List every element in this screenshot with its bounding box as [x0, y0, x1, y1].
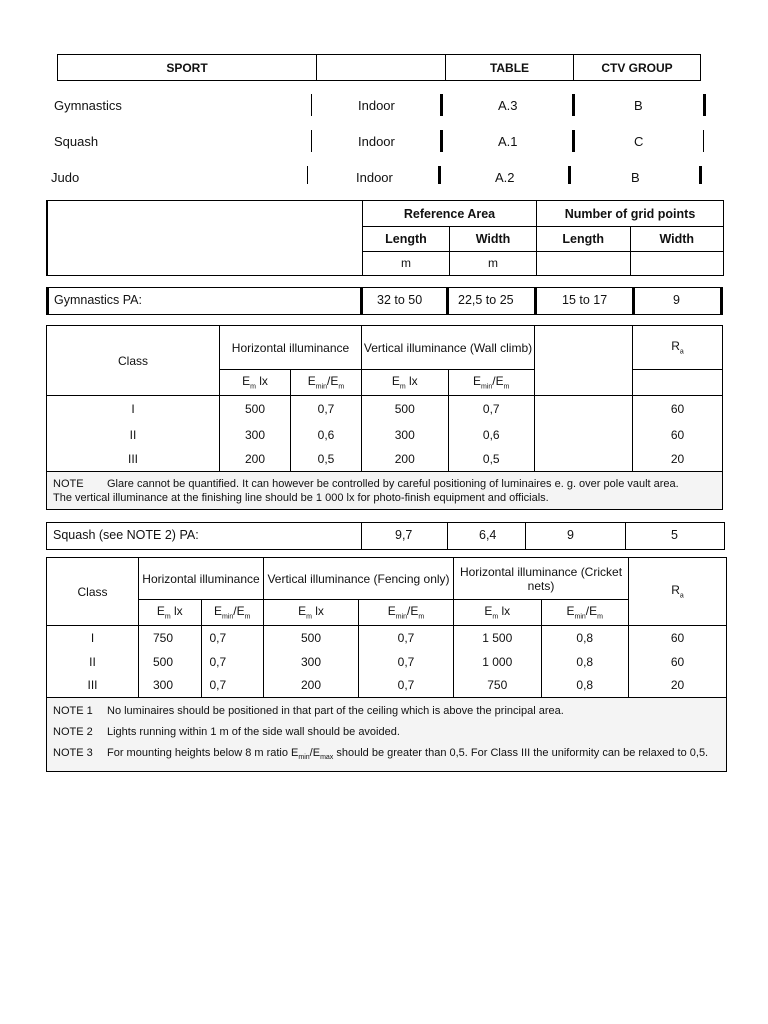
header-blank	[317, 55, 446, 81]
gymnastics-pa-row	[46, 287, 723, 315]
pa-length: 32 to 50	[377, 293, 423, 307]
vertical-header: Vertical illuminance (Wall climb)	[362, 326, 535, 370]
pa-grid-width: 9	[673, 293, 680, 307]
squash-notes	[47, 698, 727, 772]
note-1: NOTE 1 No luminaires should be positioned in that part of the ceiling which is above the principal area.	[53, 705, 564, 717]
note-3: NOTE 3 For mounting heights below 8 m ratio $E_{min}/E_{max}$ should be greater than 0,5. For Class III the uniformity can be relaxed to 0,5.	[53, 747, 709, 762]
em-lx-header: $E_m$ lx	[220, 370, 291, 396]
table-row: II 300 0,6 300 0,6 60	[47, 422, 723, 448]
ref-width-header: Width	[450, 227, 537, 251]
sport-type: Indoor	[356, 170, 393, 185]
emin-em-header: $E_{min}/E_m$	[541, 600, 629, 626]
grid-length-header: Length	[537, 227, 631, 251]
sport-name: Gymnastics	[54, 98, 122, 113]
pa-label: Squash (see NOTE 2) PA:	[53, 528, 199, 542]
table-row: II 500 0,7 300 0,7 1 000 0,8 60	[47, 650, 727, 674]
squash-class-table	[46, 557, 727, 772]
grid-points-header: Number of grid points	[537, 201, 724, 227]
pa-width: 22,5 to 25	[458, 293, 514, 307]
grid-width-header: Width	[630, 227, 724, 251]
sport-table: A.3	[498, 98, 518, 113]
pa-width: 6,4	[479, 528, 497, 542]
sport-table: A.1	[498, 134, 518, 149]
em-lx-header: $E_m$ lx	[139, 600, 202, 626]
sport-group: B	[631, 170, 640, 185]
pa-label: Gymnastics PA:	[54, 293, 142, 307]
emin-em-header: $E_{min}/E_m$	[201, 600, 264, 626]
pa-grid-width: 5	[671, 528, 678, 542]
table-row: I 500 0,7 500 0,7 60	[47, 396, 723, 422]
ra-header: $R_a$	[629, 558, 727, 626]
class-header: Class	[47, 558, 139, 626]
em-lx-header: $E_m$ lx	[454, 600, 542, 626]
sport-row	[50, 166, 710, 190]
reference-area-header: Reference Area	[363, 201, 537, 227]
reference-area-table	[46, 200, 724, 276]
emin-em-header: $E_{min}/E_m$	[448, 370, 535, 396]
emin-em-header: $E_{min}/E_m$	[291, 370, 362, 396]
horizontal-header: Horizontal illuminance	[139, 558, 264, 600]
sport-group: C	[634, 134, 644, 149]
ref-width-unit: m	[450, 251, 537, 275]
table-row: III 200 0,5 200 0,5 20	[47, 448, 723, 472]
sport-type: Indoor	[358, 98, 395, 113]
cricket-header: Horizontal illuminance (Cricket nets)	[454, 558, 629, 600]
emin-em-header: $E_{min}/E_m$	[359, 600, 454, 626]
gymnastics-note: NOTE Glare cannot be quantified. It can however be controlled by careful positioning of luminaires e. g. over pole vault area. The vertical illuminance at the finishing line should be 1 000 lx for photo-finish equipment and officials.	[47, 472, 723, 510]
ra-header: $R_a$	[633, 326, 723, 370]
pa-grid-length: 9	[567, 528, 574, 542]
class-header: Class	[47, 326, 220, 396]
vertical-header: Vertical illuminance (Fencing only)	[264, 558, 454, 600]
ref-length-unit: m	[363, 251, 450, 275]
sport-group: B	[634, 98, 643, 113]
header-table	[57, 54, 701, 81]
pa-length: 9,7	[395, 528, 413, 542]
sport-type: Indoor	[358, 134, 395, 149]
em-lx-header: $E_m$ lx	[264, 600, 359, 626]
ref-length-header: Length	[363, 227, 450, 251]
table-row: I 750 0,7 500 0,7 1 500 0,8 60	[47, 626, 727, 650]
table-row: III 300 0,7 200 0,7 750 0,8 20	[47, 674, 727, 698]
sport-name: Judo	[51, 170, 80, 185]
sport-name: Squash	[54, 134, 99, 149]
sport-table: A.2	[495, 170, 515, 185]
header-ctv-group: CTV GROUP	[574, 55, 701, 81]
gymnastics-class-table	[46, 325, 723, 510]
sport-row	[50, 130, 710, 154]
note-2: NOTE 2 Lights running within 1 m of the side wall should be avoided.	[53, 726, 400, 738]
header-table-col: TABLE	[446, 55, 574, 81]
pa-grid-length: 15 to 17	[562, 293, 608, 307]
sport-row	[50, 94, 710, 118]
header-sport: SPORT	[58, 55, 317, 81]
horizontal-header: Horizontal illuminance	[220, 326, 362, 370]
squash-pa-row	[46, 522, 725, 550]
em-lx-header: $E_m$ lx	[362, 370, 449, 396]
